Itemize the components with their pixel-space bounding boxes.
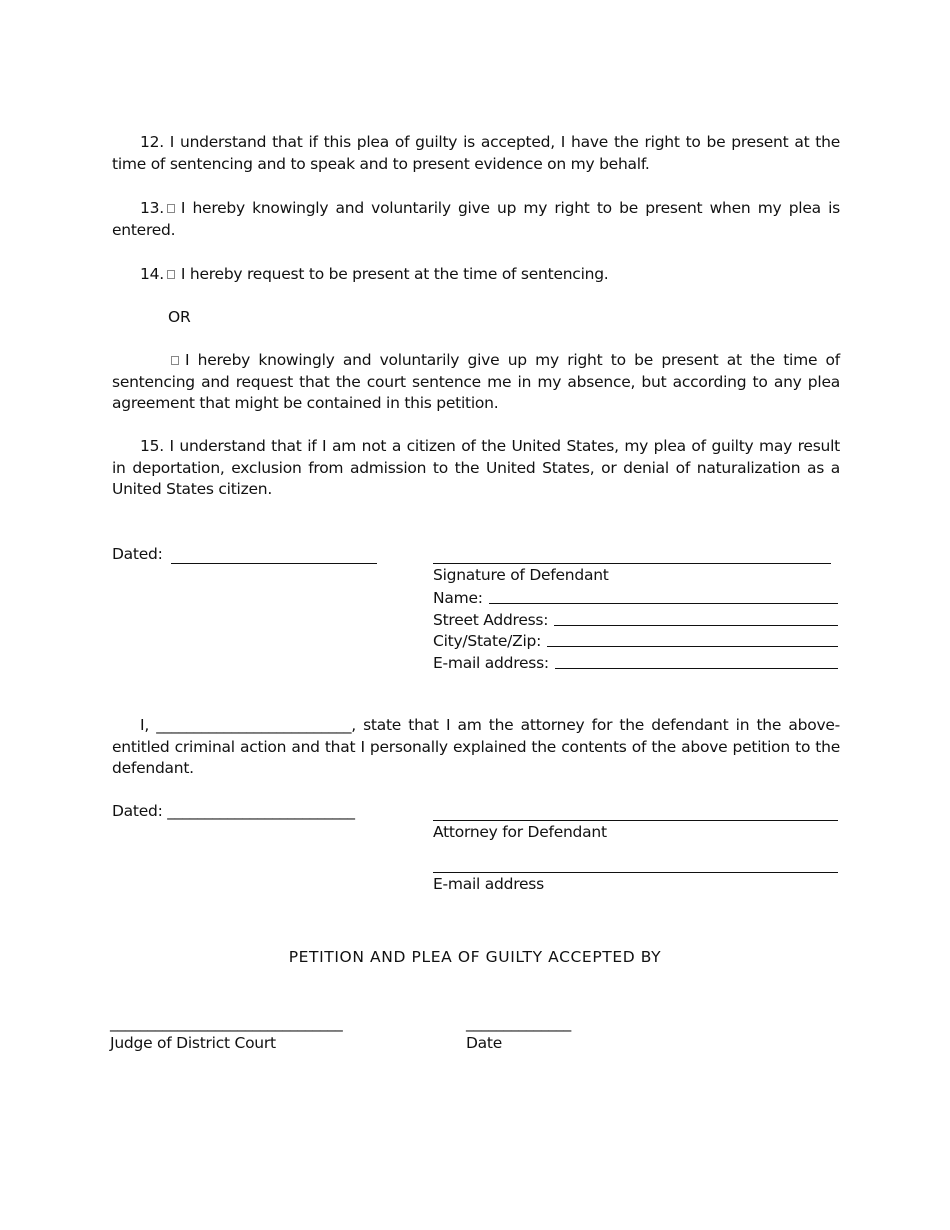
defendant-signature-line[interactable] [433, 563, 831, 564]
paragraph-14-text: I hereby request to be present at the time of sentencing. [180, 265, 609, 283]
attorney-email-line[interactable] [433, 872, 838, 873]
defendant-city-row [433, 629, 838, 650]
paragraph-14-alternative [112, 350, 840, 415]
defendant-email-row [433, 651, 838, 672]
email-address-label: E-mail address: [433, 654, 549, 672]
attorney-for-defendant-label: Attorney for Defendant [433, 823, 607, 841]
paragraph-13-number: 13. [140, 199, 164, 217]
paragraph-12: 12. I understand that if this plea of guilty is accepted, I have the right to be present at the time of sentencing and to speak and to present evidence on my behalf. [112, 133, 840, 173]
judge-signature-line[interactable]: _______________________________ [110, 1014, 343, 1032]
dated-label-defendant: Dated: [112, 545, 163, 563]
checkbox-waive-sentencing-presence[interactable] [171, 356, 179, 365]
defendant-street-row [433, 608, 838, 629]
name-label: Name: [433, 589, 483, 607]
street-address-field[interactable] [554, 608, 838, 626]
judge-date-line[interactable]: ______________ [466, 1014, 571, 1032]
name-field[interactable] [489, 586, 838, 604]
paragraph-14-alternative-text: I hereby knowingly and voluntarily give up my right to be present at the time of sentencing and request that the court sentence me in my absence, but according to any plea agreement that might be contained in this petition. [112, 351, 840, 412]
dated-field-defendant[interactable] [171, 563, 377, 564]
checkbox-waive-plea-presence[interactable] [167, 204, 175, 213]
attorney-email-label: E-mail address [433, 875, 544, 893]
email-address-field[interactable] [555, 651, 838, 669]
paragraph-14-number: 14. [140, 265, 164, 283]
attorney-signature-line[interactable] [433, 820, 838, 821]
attorney-statement: I, __________________________, state that I am the attorney for the defendant in the above-entitled criminal action and that I personally explained the contents of the above petition to the defendant. [112, 716, 840, 777]
paragraph-15: 15. I understand that if I am not a citizen of the United States, my plea of guilty may result in deportation, exclusion from admission to the United States, or denial of naturalization as a United States citizen. [112, 437, 840, 498]
defendant-name-row [433, 586, 838, 607]
or-label: OR [168, 308, 191, 326]
paragraph-13 [112, 198, 840, 241]
judge-date-label: Date [466, 1034, 503, 1052]
city-state-zip-label: City/State/Zip: [433, 632, 542, 650]
signature-of-defendant-label: Signature of Defendant [433, 566, 609, 584]
acceptance-heading: PETITION AND PLEA OF GUILTY ACCEPTED BY [288, 948, 662, 966]
dated-attorney: Dated: _________________________ [112, 802, 355, 820]
judge-label: Judge of District Court [110, 1034, 276, 1052]
street-address-label: Street Address: [433, 611, 549, 629]
paragraph-14 [112, 264, 840, 286]
checkbox-request-presence[interactable] [167, 270, 175, 279]
paragraph-13-text: I hereby knowingly and voluntarily give up my right to be present when my plea is entered. [112, 199, 840, 239]
city-state-zip-field[interactable] [547, 629, 838, 647]
